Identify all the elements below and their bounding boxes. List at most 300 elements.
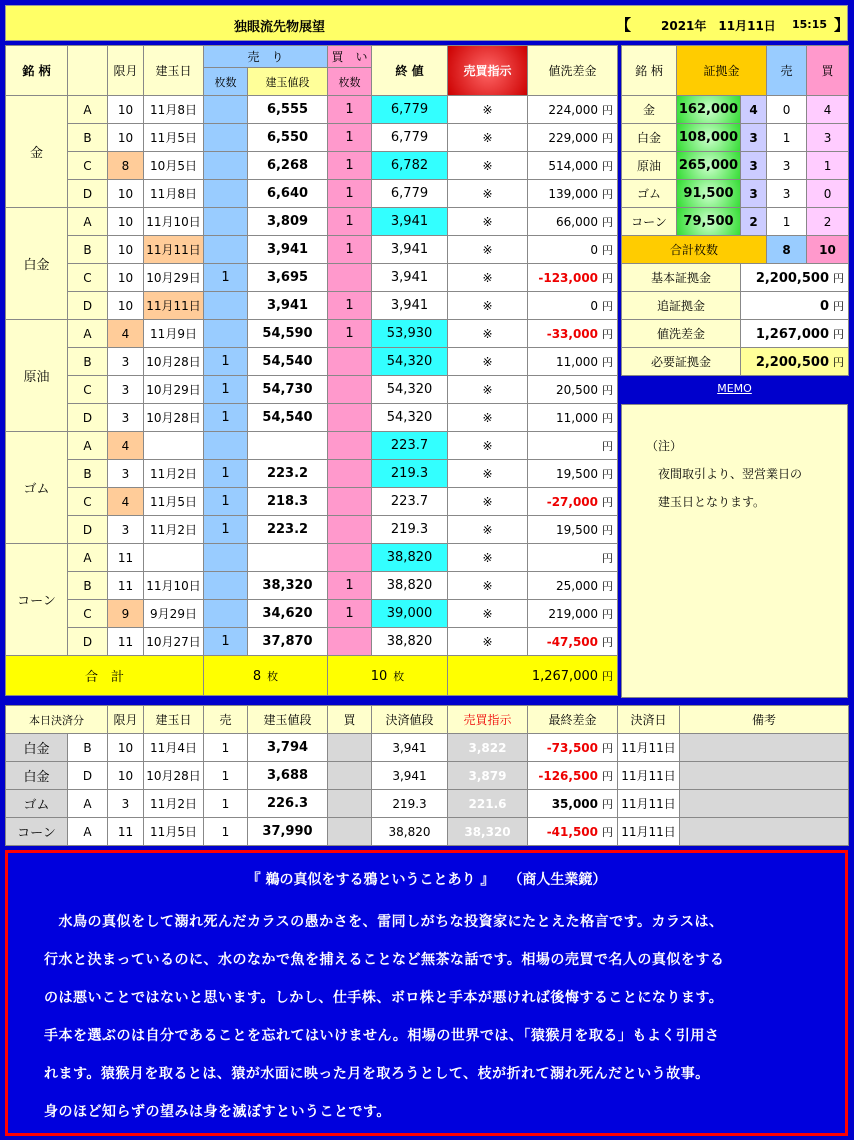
settle-sell: 1 [204,762,248,790]
commodity-name: 原油 [6,320,68,432]
settle-price: 3,941 [372,734,448,762]
contract-month: 10 [108,264,144,292]
mtm-value: 0 [590,242,599,257]
settle-entry-date: 10月28日 [144,762,204,790]
entry-price: 54,540 [248,404,328,432]
settle-remarks [680,818,849,846]
header-uri: 売 り [204,46,328,68]
yen-unit: 円 [602,579,614,593]
buy-count: 1 [328,152,372,180]
mai-unit: 枚 [393,669,405,683]
settle-kind: A [68,818,108,846]
mtm-value: -33,000 [546,326,599,341]
buy-count [328,348,372,376]
mark-to-market [528,376,618,404]
buy-count [328,432,372,460]
sell-count [204,96,248,124]
contract-kind: B [68,348,108,376]
entry-price: 6,550 [248,124,328,152]
memo-panel [621,404,848,698]
mtm-value: 66,000 [556,214,599,229]
summary-buy: 0 [807,180,849,208]
entry-price: 54,590 [248,320,328,348]
sell-count [204,152,248,180]
yen-unit: 円 [602,495,614,509]
mark-to-market [528,320,618,348]
commodity-name: ゴム [6,432,68,544]
settle-month: 10 [108,734,144,762]
entry-price: 3,941 [248,236,328,264]
settle-instruction: 221.6 [448,790,528,818]
buy-count [328,460,372,488]
mtm-value: 229,000 [548,130,599,145]
contract-kind: D [68,516,108,544]
margin-value [741,292,849,320]
contract-kind: D [68,404,108,432]
summary-lots: 3 [741,152,767,180]
yen-unit: 円 [602,769,613,783]
settle-entry-price: 3,688 [248,762,328,790]
settle-final-diff [528,762,618,790]
summary-total-row [622,236,849,264]
mtm-value: -27,000 [546,494,599,509]
mark-to-market [528,516,618,544]
yen-unit: 円 [833,299,845,313]
mark-to-market [528,264,618,292]
totals-row [6,656,618,696]
contract-kind: A [68,320,108,348]
sell-count [204,180,248,208]
entry-date: 11月11日 [144,292,204,320]
contract-month: 10 [108,236,144,264]
settle-price: 219.3 [372,790,448,818]
margin-label: 基本証拠金 [622,264,741,292]
contract-kind: B [68,572,108,600]
settle-header-kessaibi: 決済日 [618,706,680,734]
summary-row [622,152,849,180]
settle-month: 10 [108,762,144,790]
contract-month: 11 [108,544,144,572]
trade-instruction: ※ [448,348,528,376]
proverb-line: 行水と決まっているのに、水のなかで魚を捕えることなど無茶な話です。相場の売買で名人の真似をする [44,952,725,968]
trade-instruction: ※ [448,488,528,516]
summary-lots: 4 [741,96,767,124]
entry-date: 10月28日 [144,348,204,376]
close-price: 6,779 [372,180,448,208]
contract-kind: A [68,432,108,460]
yen-unit: 円 [602,411,614,425]
summary-header-meigara: 銘 柄 [622,46,677,96]
commodity-name: 白金 [6,208,68,320]
entry-date: 10月29日 [144,376,204,404]
sell-count: 1 [204,488,248,516]
summary-total-label: 合計枚数 [622,236,767,264]
mtm-value: 25,000 [556,578,599,593]
entry-date: 10月28日 [144,404,204,432]
summary-commodity: コーン [622,208,677,236]
position-row [6,432,618,460]
mark-to-market [528,628,618,656]
margin-amount: 1,267,000 [755,326,830,342]
buy-count: 1 [328,292,372,320]
settle-buy [328,762,372,790]
position-row [6,124,618,152]
trade-instruction: ※ [448,572,528,600]
margin-amount: 2,200,500 [755,354,830,370]
position-row [6,488,618,516]
mai-unit: 枚 [267,669,279,683]
buy-count: 1 [328,236,372,264]
position-row [6,628,618,656]
sell-count: 1 [204,516,248,544]
buy-count: 1 [328,208,372,236]
entry-price: 54,540 [248,348,328,376]
yen-unit: 円 [602,355,614,369]
position-row [6,516,618,544]
proverb-line: 身のほど知らずの望みは身を滅ぼすということです。 [44,1104,391,1120]
position-row [6,376,618,404]
settle-kind: B [68,734,108,762]
mark-to-market [528,292,618,320]
totals-sell-value: 8 [252,668,262,684]
mark-to-market [528,348,618,376]
contract-month: 3 [108,348,144,376]
contract-kind: C [68,376,108,404]
proverb-line: 水鳥の真似をして溺れ死んだカラスの愚かさを、雷同しがちな投資家にたとえた格言です。カラスは、 [44,914,724,930]
settle-instruction: 3,822 [448,734,528,762]
entry-price: 6,555 [248,96,328,124]
position-row [6,236,618,264]
close-price: 38,820 [372,544,448,572]
sell-count: 1 [204,348,248,376]
sell-count [204,600,248,628]
trade-instruction: ※ [448,376,528,404]
contract-month: 4 [108,432,144,460]
memo-line-2: 建玉日となります。 [658,495,766,509]
contract-month: 10 [108,180,144,208]
settlement-row [6,762,849,790]
settle-header-tategyokubi: 建玉日 [144,706,204,734]
header-baibai-shiji: 売買指示 [448,46,528,96]
summary-sell: 3 [767,180,807,208]
yen-unit: 円 [602,797,613,811]
margin-value [741,320,849,348]
settle-header-kai: 買 [328,706,372,734]
entry-date: 11月10日 [144,208,204,236]
entry-price: 223.2 [248,460,328,488]
trade-instruction: ※ [448,432,528,460]
close-price: 219.3 [372,516,448,544]
sell-count [204,124,248,152]
settle-instruction: 3,879 [448,762,528,790]
header-meigara: 銘 柄 [6,46,68,96]
close-price: 223.7 [372,488,448,516]
trade-instruction: ※ [448,320,528,348]
yen-unit: 円 [833,355,845,369]
close-price: 54,320 [372,404,448,432]
totals-amount-value: 1,267,000 [531,668,599,684]
mark-to-market [528,488,618,516]
margin-row [622,292,849,320]
yen-unit: 円 [602,215,614,229]
trade-instruction: ※ [448,516,528,544]
settle-remarks [680,734,849,762]
entry-price: 54,730 [248,376,328,404]
commodity-name: コーン [6,544,68,656]
entry-date: 11月8日 [144,96,204,124]
yen-unit: 円 [602,439,614,453]
totals-sell [204,656,328,696]
settle-remarks [680,790,849,818]
settle-price: 3,941 [372,762,448,790]
mark-to-market [528,432,618,460]
yen-unit: 円 [602,669,614,683]
buy-count: 1 [328,124,372,152]
summary-margin: 162,000 [677,96,741,124]
settle-header-gengetsu: 限月 [108,706,144,734]
contract-month: 11 [108,572,144,600]
summary-buy: 4 [807,96,849,124]
trade-instruction: ※ [448,124,528,152]
buy-count [328,516,372,544]
summary-margin: 79,500 [677,208,741,236]
positions-table [5,45,618,696]
settle-entry-price: 226.3 [248,790,328,818]
buy-count [328,628,372,656]
trade-instruction: ※ [448,96,528,124]
open-bracket: 【 [616,16,632,34]
trade-instruction: ※ [448,404,528,432]
settle-remarks [680,762,849,790]
position-row [6,404,618,432]
mtm-value: 0 [590,298,599,313]
yen-unit: 円 [602,825,613,839]
mark-to-market [528,152,618,180]
close-price: 38,820 [372,572,448,600]
summary-row [622,124,849,152]
mark-to-market [528,124,618,152]
settle-buy [328,818,372,846]
contract-month: 3 [108,460,144,488]
sell-count: 1 [204,404,248,432]
contract-month: 9 [108,600,144,628]
header-buy-maisu: 枚数 [328,68,372,96]
yen-unit: 円 [602,187,614,201]
sell-count [204,544,248,572]
contract-month: 10 [108,292,144,320]
mtm-value: 19,500 [556,466,599,481]
summary-lots: 3 [741,180,767,208]
header-tategyokubi: 建玉日 [144,46,204,96]
entry-price: 3,809 [248,208,328,236]
header-gengetsu: 限月 [108,46,144,96]
entry-date: 11月5日 [144,488,204,516]
summary-margin: 91,500 [677,180,741,208]
entry-date: 11月9日 [144,320,204,348]
settle-entry-price: 37,990 [248,818,328,846]
trade-instruction: ※ [448,460,528,488]
summary-buy: 1 [807,152,849,180]
header-date: 2021年 11月11日 [661,19,776,33]
summary-lots: 2 [741,208,767,236]
summary-row [622,208,849,236]
settle-sell: 1 [204,790,248,818]
close-price: 54,320 [372,348,448,376]
mtm-value: 139,000 [548,186,599,201]
settle-kind: A [68,790,108,818]
position-row [6,180,618,208]
sell-count: 1 [204,628,248,656]
entry-date: 10月5日 [144,152,204,180]
entry-date: 11月2日 [144,460,204,488]
buy-count [328,264,372,292]
yen-unit: 円 [602,299,614,313]
settle-instruction: 38,320 [448,818,528,846]
yen-unit: 円 [602,103,614,117]
mtm-value: 11,000 [556,410,599,425]
contract-kind: D [68,180,108,208]
summary-row [622,180,849,208]
entry-date: 11月2日 [144,516,204,544]
close-price: 3,941 [372,208,448,236]
settle-header-uri: 売 [204,706,248,734]
settle-date: 11月11日 [618,762,680,790]
close-price: 53,930 [372,320,448,348]
proverb-title: 『 鵜の真似をする鴉ということあり 』 （商人生業鏡） [246,872,607,888]
trade-instruction: ※ [448,600,528,628]
close-price: 6,779 [372,124,448,152]
entry-price: 6,268 [248,152,328,180]
summary-header-shokokin: 証拠金 [677,46,767,96]
contract-month: 3 [108,376,144,404]
position-row [6,544,618,572]
settle-header-biko: 備考 [680,706,849,734]
settle-header-saishu-sakin: 最終差金 [528,706,618,734]
position-row [6,264,618,292]
settle-sell: 1 [204,818,248,846]
totals-label: 合 計 [6,656,204,696]
sell-count [204,320,248,348]
mark-to-market [528,208,618,236]
settle-entry-date: 11月2日 [144,790,204,818]
settle-commodity: 白金 [6,734,68,762]
header-kai: 買 い [328,46,372,68]
position-row [6,292,618,320]
mark-to-market [528,572,618,600]
settle-date: 11月11日 [618,818,680,846]
yen-unit: 円 [602,271,614,285]
settle-header-nedan: 建玉値段 [248,706,328,734]
buy-count: 1 [328,180,372,208]
settlement-table [5,705,849,846]
margin-row [622,264,849,292]
sell-count: 1 [204,460,248,488]
entry-date [144,432,204,460]
close-price: 6,782 [372,152,448,180]
close-price: 3,941 [372,264,448,292]
contract-kind: B [68,124,108,152]
margin-row [622,348,849,376]
buy-count: 1 [328,600,372,628]
position-row [6,460,618,488]
mark-to-market [528,96,618,124]
header-kind [68,46,108,96]
settle-commodity: コーン [6,818,68,846]
entry-date: 11月11日 [144,236,204,264]
settle-sell: 1 [204,734,248,762]
close-price: 3,941 [372,236,448,264]
mtm-value: 20,500 [556,382,599,397]
yen-unit: 円 [602,327,614,341]
summary-sell: 3 [767,152,807,180]
close-price: 6,779 [372,96,448,124]
settle-entry-price: 3,794 [248,734,328,762]
contract-kind: D [68,292,108,320]
totals-amount [448,656,618,696]
entry-price: 3,941 [248,292,328,320]
settle-header-today: 本日決済分 [6,706,108,734]
settle-date: 11月11日 [618,734,680,762]
proverb-line: のは悪いことではないと思います。しかし、仕手株、ボロ株と手本が悪ければ後悔することになります。 [44,990,724,1006]
trade-instruction: ※ [448,208,528,236]
close-price: 39,000 [372,600,448,628]
contract-month: 4 [108,488,144,516]
yen-unit: 円 [602,551,614,565]
summary-margin: 265,000 [677,152,741,180]
contract-month: 3 [108,404,144,432]
summary-commodity: 白金 [622,124,677,152]
contract-kind: C [68,264,108,292]
settle-diff-value: -41,500 [546,824,598,839]
close-price: 223.7 [372,432,448,460]
trade-instruction: ※ [448,236,528,264]
contract-month: 10 [108,208,144,236]
buy-count [328,376,372,404]
summary-buy: 3 [807,124,849,152]
summary-sell: 1 [767,208,807,236]
header-tategyoku-nedan: 建玉値段 [248,68,328,96]
settle-final-diff [528,734,618,762]
header-owarine: 終 値 [372,46,448,96]
sell-count: 1 [204,376,248,404]
page-header [5,5,848,41]
settle-month: 3 [108,790,144,818]
proverb-box [5,850,848,1136]
entry-price: 3,695 [248,264,328,292]
contract-kind: C [68,600,108,628]
contract-month: 3 [108,516,144,544]
entry-price: 218.3 [248,488,328,516]
summary-row [622,96,849,124]
position-row [6,348,618,376]
entry-price: 6,640 [248,180,328,208]
close-price: 54,320 [372,376,448,404]
header-time: 15:15 [792,18,828,31]
yen-unit: 円 [602,131,614,145]
mark-to-market [528,236,618,264]
buy-count [328,488,372,516]
contract-month: 8 [108,152,144,180]
settlement-row [6,790,849,818]
margin-label: 値洗差金 [622,320,741,348]
contract-month: 10 [108,96,144,124]
yen-unit: 円 [602,635,614,649]
memo-link[interactable]: MEMO [717,382,752,395]
trade-instruction: ※ [448,544,528,572]
entry-price: 223.2 [248,516,328,544]
contract-month: 10 [108,124,144,152]
summary-total-sell: 8 [767,236,807,264]
